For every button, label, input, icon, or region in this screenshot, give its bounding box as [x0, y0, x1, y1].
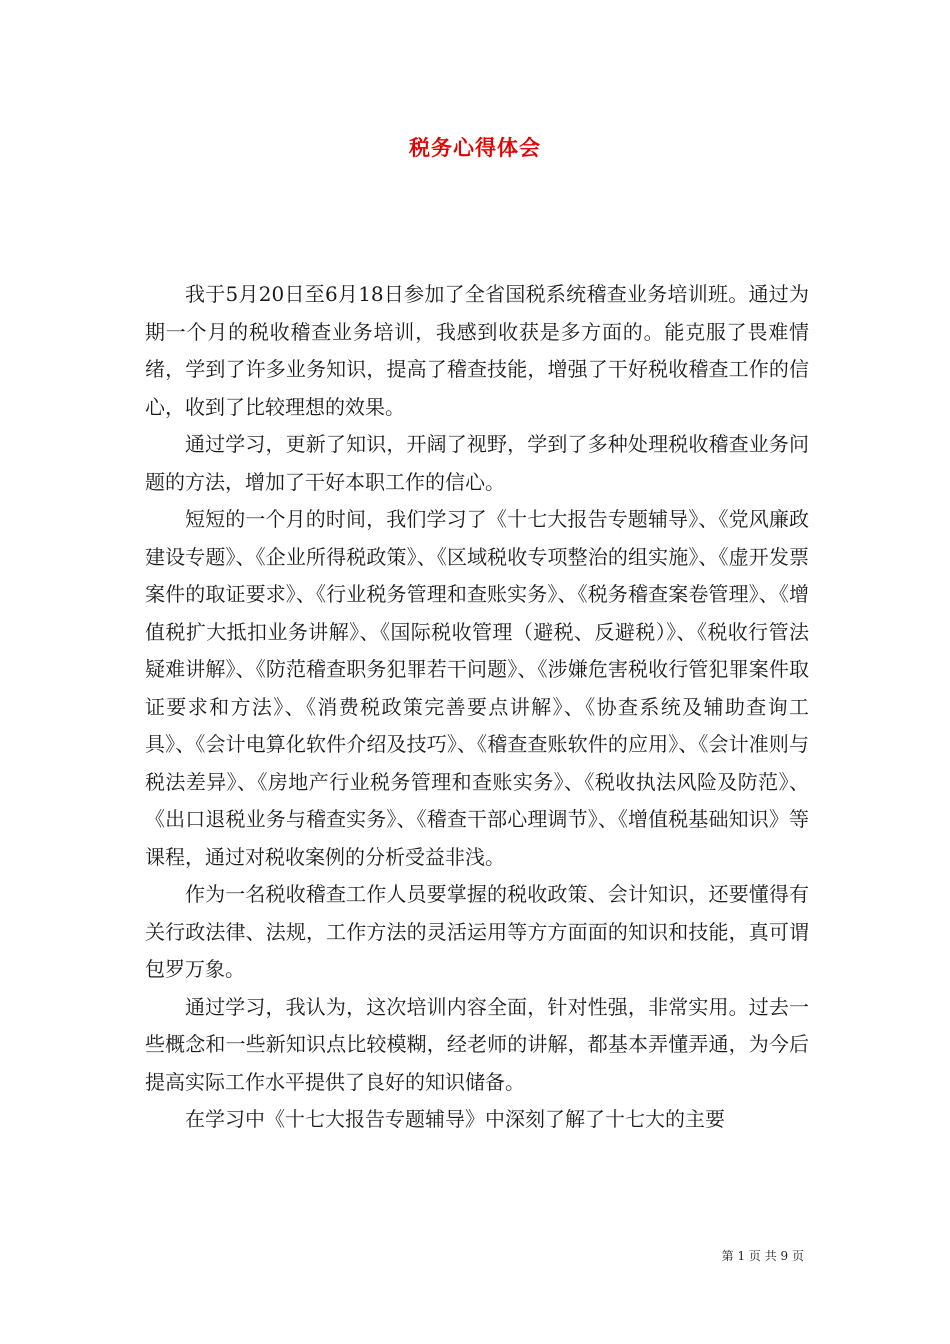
paragraph-5: 通过学习，我认为，这次培训内容全面，针对性强，非常实用。过去一些概念和一些新知识点比较模糊，经老师的讲解，都基本弄懂弄通，为今后提高实际工作水平提供了良好的知识储备。 [145, 994, 809, 1094]
paragraph-2: 通过学习，更新了知识，开阔了视野，学到了多种处理税收稽查业务问题的方法，增加了干好本职工作的信心。 [145, 432, 809, 494]
paragraph-1: 我于5月20日至6月18日参加了全省国税系统稽查业务培训班。通过为期一个月的税收稽查业务培训，我感到收获是多方面的。能克服了畏难情绪，学到了许多业务知识，提高了稽查技能，增强了干好税收稽查工作的信心，收到了比较理想的效果。 [145, 282, 809, 419]
paragraph-3: 短短的一个月的时间，我们学习了《十七大报告专题辅导》、《党风廉政建设专题》、《企业所得税政策》、《区域税收专项整治的组实施》、《虚开发票案件的取证要求》、《行业税务管理和查账实务》、《税务稽查案卷管理》、《增值税扩大抵扣业务讲解》、《国际税收管理（避税、反避税）》、《税收行管法疑难讲解》、《防范稽查职务犯罪若干问题》、《涉嫌危害税收行管犯罪案件取证要求和方法》、《消费税政策完善要点讲解》、《协查系统及辅助查询工具》、《会计电算化软件介绍及技巧》、《稽查查账软件的应用》、《会计准则与税法差异》、《房地产行业税务管理和查账实务》、《税收执法风险及防范》、《出口退税业务与稽查实务》、《稽查干部心理调节》、《增值税基础知识》等课程，通过对税收案例的分析受益非浅。 [145, 507, 809, 869]
paragraph-4: 作为一名税收稽查工作人员要掌握的税收政策、会计知识，还要懂得有关行政法律、法规，工作方法的灵活运用等方方面面的知识和技能，真可谓包罗万象。 [145, 882, 809, 981]
document-title: 税务心得体会 [409, 135, 541, 160]
page-number-footer: 第 1 页 共 9 页 [721, 1249, 804, 1263]
paragraph-6: 在学习中《十七大报告专题辅导》中深刻了解了十七大的主要 [185, 1107, 725, 1131]
document-body [145, 276, 809, 1139]
